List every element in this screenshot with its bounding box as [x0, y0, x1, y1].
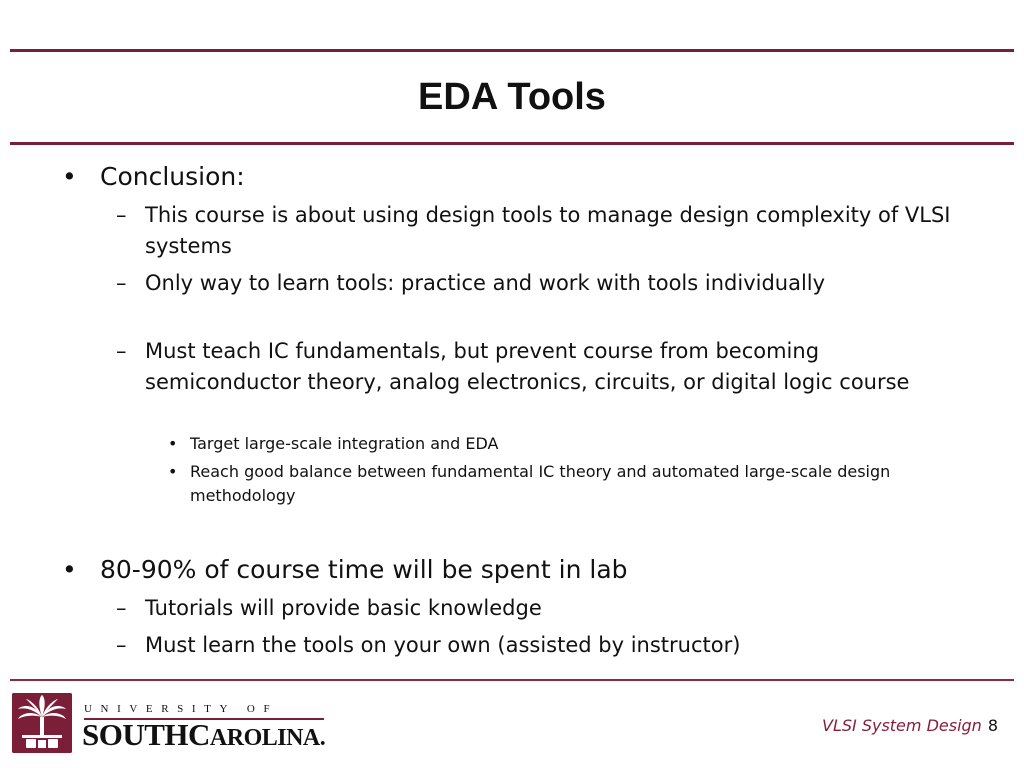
rule-top	[10, 49, 1014, 52]
sub-bullet-text: This course is about using design tools to manage design complexity of VLSI systems	[145, 203, 951, 258]
university-of-text: UNIVERSITY OF	[84, 703, 279, 715]
sub-sub-bullet-target	[168, 432, 968, 456]
dash-mark: –	[116, 633, 127, 657]
bullet-mark: •	[168, 434, 178, 453]
rule-footer	[10, 679, 1014, 681]
sub-bullet-text: Tutorials will provide basic knowledge	[145, 596, 542, 620]
dash-mark: –	[116, 271, 127, 295]
slide-footer	[822, 715, 998, 737]
palmetto-tree-icon	[12, 693, 72, 753]
dash-mark: –	[116, 203, 127, 227]
logo-word-south: SOUTH	[82, 717, 189, 752]
sub-bullet-ic-fundamentals	[116, 336, 976, 398]
logo-period: .	[319, 725, 326, 751]
university-name-logo	[82, 718, 325, 755]
bullet-mark: •	[168, 462, 178, 481]
sub-sub-bullet-balance	[168, 460, 968, 508]
sub-sub-bullet-text: Reach good balance between fundamental IC theory and automated large-scale design methodology	[190, 462, 891, 505]
logo-word-arolina: AROLINA	[209, 725, 320, 751]
dash-mark: –	[116, 596, 127, 620]
bullet-conclusion	[62, 162, 245, 192]
course-name: VLSI System Design	[822, 716, 982, 735]
logo-letter-c: C	[188, 717, 210, 752]
bullet-text: 80-90% of course time will be spent in lab	[100, 555, 628, 584]
bullet-mark: •	[62, 162, 77, 191]
bullet-mark: •	[62, 555, 77, 584]
bullet-lab-time	[62, 555, 628, 585]
dash-mark: –	[116, 339, 127, 363]
university-of-label	[84, 703, 330, 715]
sub-bullet-learn-tools	[116, 268, 976, 299]
slide-title: EDA Tools	[418, 76, 606, 118]
bullet-text: Conclusion:	[100, 162, 245, 191]
sub-bullet-tutorials	[116, 593, 976, 624]
sub-bullet-text: Must teach IC fundamentals, but prevent course from becoming semiconductor theory, analog electronics, circuits, or digital logic course	[145, 339, 910, 394]
rule-under-title	[10, 142, 1014, 145]
sub-bullet-design-tools	[116, 200, 976, 262]
sub-bullet-text: Only way to learn tools: practice and work with tools individually	[145, 271, 826, 295]
page-number: 8	[987, 716, 998, 735]
sub-bullet-learn-own	[116, 630, 976, 661]
sub-bullet-text: Must learn the tools on your own (assisted by instructor)	[145, 633, 741, 657]
sub-sub-bullet-text: Target large-scale integration and EDA	[190, 434, 499, 453]
